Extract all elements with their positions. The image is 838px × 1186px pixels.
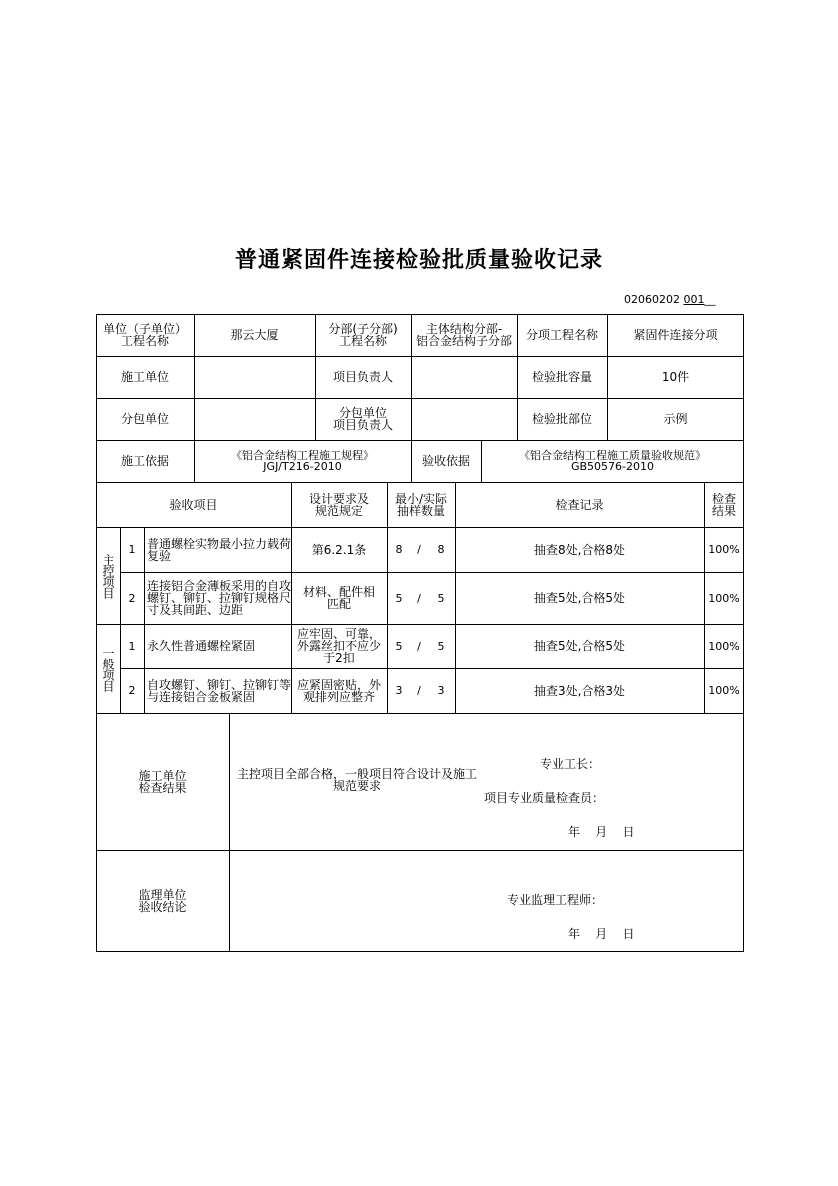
row-no: 2 — [128, 591, 136, 605]
part-label: 检验批部位 — [531, 412, 592, 426]
row-design: 应紧固密贴，外观排列应整齐 — [296, 677, 381, 704]
subdept-label: 分部(子分部) 工程名称 — [328, 322, 398, 348]
capacity-value: 10件 — [661, 370, 690, 384]
row-name: 永久性普通螺栓紧固 — [147, 639, 256, 653]
row-record: 抽查5处,合格5处 — [533, 591, 626, 605]
sub-pm-label: 分包单位 项目负责人 — [332, 406, 393, 432]
pm-value — [411, 356, 517, 398]
row-design: 应牢固、可靠，外露丝扣不应少于2扣 — [296, 627, 381, 665]
sub-pm-value — [411, 398, 517, 440]
row-result: 100% — [708, 639, 740, 653]
pm-label: 项目负责人 — [332, 370, 393, 384]
row-min: 8 — [395, 543, 403, 556]
row-record: 抽查3处,合格3处 — [533, 683, 626, 698]
col-record: 检查记录 — [555, 497, 604, 512]
main-group-label: 主控项目 — [101, 553, 115, 598]
basis-label: 施工依据 — [120, 454, 169, 468]
row-no: 1 — [128, 639, 136, 653]
code-prefix: 02060202 — [624, 293, 680, 306]
construct-label: 施工单位 — [120, 370, 169, 384]
subitem-value: 紧固件连接分项 — [633, 328, 718, 342]
row-actual: 5 — [437, 591, 445, 605]
row-design: 材料、配件相匹配 — [302, 585, 375, 611]
construction-date: 年 月 日 — [568, 825, 635, 839]
col-item: 验收项目 — [169, 497, 218, 512]
record-code: 02060202 001__ — [624, 293, 716, 306]
accept-value: 《铝合金结构工程施工质量验收规范》 GB50576-2010 — [519, 449, 706, 473]
subitem-label: 分项工程名称 — [525, 328, 598, 342]
row-record: 抽查5处,合格5处 — [533, 639, 626, 653]
row-actual: 3 — [437, 684, 445, 697]
row-no: 2 — [128, 684, 136, 697]
unit-label: 单位（子单位） 工程名称 — [102, 322, 187, 348]
construct-value — [194, 356, 315, 398]
row-result: 100% — [708, 543, 740, 556]
row-result: 100% — [708, 591, 740, 605]
row-min: 5 — [395, 639, 403, 653]
row-name: 自攻螺钉、铆钉、拉铆钉等与连接铝合金板紧固 — [147, 677, 292, 704]
construction-check-content: 主控项目全部合格，一般项目符合设计及施工 规范要求 — [236, 767, 477, 793]
row-actual: 8 — [437, 543, 445, 556]
row-slash: / — [417, 543, 421, 556]
general-group-label: 一般项目 — [101, 646, 115, 691]
sub-value — [194, 398, 315, 440]
col-result: 检查 结果 — [711, 491, 736, 518]
row-record: 抽查8处,合格8处 — [533, 542, 626, 557]
row-name: 连接铝合金薄板采用的自攻螺钉、铆钉、拉铆钉规格尺寸及其间距、边距 — [147, 579, 292, 617]
row-slash: / — [417, 639, 421, 653]
foreman-label: 专业工长： — [540, 757, 601, 771]
row-min: 5 — [395, 591, 403, 605]
construction-check-label: 施工单位 检查结果 — [138, 768, 187, 795]
row-actual: 5 — [437, 639, 445, 653]
row-result: 100% — [708, 684, 740, 697]
row-design: 第6.2.1条 — [311, 542, 367, 557]
row-name: 普通螺栓实物最小拉力载荷复验 — [147, 536, 292, 563]
inspector-label: 项目专业质量检查员： — [484, 791, 605, 805]
capacity-label: 检验批容量 — [531, 370, 592, 384]
col-design: 设计要求及 规范规定 — [308, 491, 369, 518]
col-sample: 最小/实际 抽样数量 — [394, 491, 448, 518]
supervision-label: 监理单位 验收结论 — [138, 888, 187, 914]
sub-label: 分包单位 — [120, 412, 169, 426]
row-slash: / — [417, 591, 421, 605]
row-slash: / — [417, 684, 421, 697]
accept-label: 验收依据 — [421, 454, 470, 468]
page-title: 普通紧固件连接检验批质量验收记录 — [234, 248, 603, 273]
row-min: 3 — [395, 684, 403, 697]
code-suffix: 001 — [683, 293, 705, 306]
basis-value: 《铝合金结构工程施工规程》 JGJ/T216-2010 — [231, 449, 374, 473]
part-value: 示例 — [663, 412, 688, 426]
subdept-value: 主体结构分部- 铝合金结构子分部 — [415, 322, 512, 348]
unit-value: 那云大厦 — [230, 328, 279, 342]
row-no: 1 — [128, 543, 136, 556]
supervisor-label: 专业监理工程师： — [507, 893, 604, 907]
supervision-date: 年 月 日 — [568, 927, 635, 941]
